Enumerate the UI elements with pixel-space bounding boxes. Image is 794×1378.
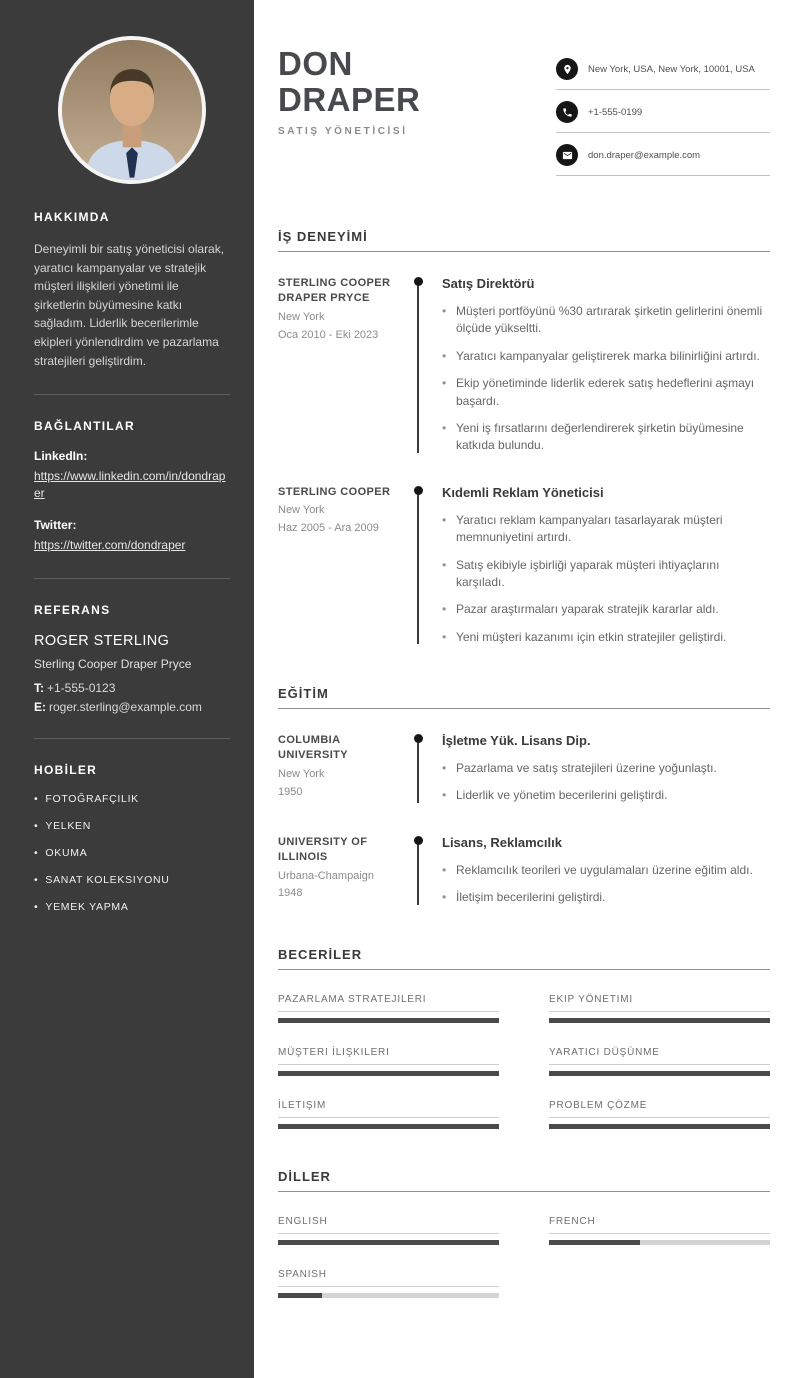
email-icon [556, 144, 578, 166]
language-bar [278, 1240, 499, 1245]
sidebar-divider [34, 738, 230, 739]
experience-entry [278, 276, 770, 455]
education-body [278, 709, 770, 907]
main-content [254, 0, 794, 1378]
bullet: • Liderlik ve yönetim becerilerini geliştirdi. [442, 787, 770, 804]
company-name: STERLING COOPER [278, 485, 391, 498]
skill-bar [278, 1071, 499, 1076]
linkedin-link[interactable]: https://www.linkedin.com/in/dondraper [34, 469, 226, 500]
skills-section [278, 947, 770, 1129]
phone-icon [556, 101, 578, 123]
company-location: New York [278, 504, 325, 517]
skill-bar-fill [549, 1124, 770, 1129]
phone-value: +1-555-0123 [47, 680, 116, 695]
location-icon [556, 58, 578, 80]
skill-label: PROBLEM ÇÖZME [549, 1100, 770, 1118]
language-label: ENGLISH [278, 1216, 499, 1234]
last-name: DRAPER [278, 80, 421, 118]
contact-row-phone [556, 101, 770, 133]
employment-dates: Oca 2010 - Eki 2023 [278, 328, 379, 341]
contact-email: don.draper@example.com [588, 149, 701, 161]
school-name: COLUMBIA UNIVERSITY [278, 734, 349, 762]
hobby-item: • OKUMA [34, 847, 230, 859]
bullet: • Yaratıcı reklam kampanyaları tasarlayarak müşteri memnuniyetini artırdı. [442, 512, 770, 547]
hobbies-section [34, 763, 230, 913]
about-section [34, 210, 230, 370]
language-item [278, 1269, 499, 1298]
bullet: • Pazar araştırmaları yaparak stratejik kararlar aldı. [442, 601, 770, 618]
contact-row-email [556, 144, 770, 176]
about-text: Deneyimli bir satış yöneticisi olarak, yaratıcı kampanyalar ve stratejik müşteri ilişkileri yönetimi ile şirketlerin büyümesine katkı sağladım. Liderlik becerilerimle ekipleri yönlendirdim ve pazarlama stratejileri geliştirdim. [34, 242, 225, 368]
school-location: Urbana-Champaign [278, 869, 374, 882]
job-title: SATIŞ YÖNETİCİSİ [278, 126, 408, 138]
company-name: STERLING COOPER DRAPER PRYCE [278, 277, 391, 305]
education-entry [278, 733, 770, 805]
contact-address: New York, USA, New York, 10001, USA [588, 63, 755, 75]
language-bar [549, 1240, 770, 1245]
skill-bar [278, 1018, 499, 1023]
language-bar [278, 1293, 499, 1298]
email-label: E: [34, 699, 46, 714]
role-bullets [442, 512, 770, 646]
languages-section [278, 1169, 770, 1298]
bullet: • Satış ekibiyle işbirliği yaparak müşteri ihtiyaçlarını karşıladı. [442, 557, 770, 592]
language-bar-fill [278, 1293, 322, 1298]
role-title: Satış Direktörü [442, 276, 535, 291]
skill-bar-fill [549, 1071, 770, 1076]
entry-details [416, 276, 770, 455]
profile-photo [58, 36, 206, 184]
linkedin-item [34, 449, 230, 502]
skill-item [549, 1100, 770, 1129]
skill-bar-fill [278, 1018, 499, 1023]
experience-body [278, 252, 770, 646]
entry-meta [278, 276, 416, 455]
entry-meta [278, 733, 416, 805]
links-section [34, 419, 230, 553]
graduation-year: 1948 [278, 887, 303, 900]
bullet: • Yeni iş fırsatlarını değerlendirerek şirketin büyümesine katkıda bulundu. [442, 420, 770, 455]
bullet: • Yaratıcı kampanyalar geliştirerek marka bilinirliğini artırdı. [442, 348, 770, 365]
languages-grid [278, 1192, 770, 1298]
contact-row-location [556, 58, 770, 90]
reference-email [34, 700, 230, 714]
degree-bullets [442, 862, 770, 907]
contact-phone: +1-555-0199 [588, 106, 643, 118]
email-value: roger.sterling@example.com [49, 699, 202, 714]
entry-details [416, 485, 770, 646]
twitter-item [34, 518, 230, 554]
experience-title: İŞ DENEYİMİ [278, 229, 770, 252]
graduation-year: 1950 [278, 785, 303, 798]
profile-photo-illustration [62, 40, 202, 180]
reference-company: Sterling Cooper Draper Pryce [34, 656, 192, 671]
about-title: HAKKIMDA [34, 210, 110, 224]
hobby-item: • SANAT KOLEKSIYONU [34, 874, 230, 886]
skill-bar [549, 1018, 770, 1023]
hobby-item: • FOTOĞRAFÇILIK [34, 793, 230, 805]
education-section [278, 686, 770, 907]
links-title: BAĞLANTILAR [34, 419, 135, 434]
bullet: • Yeni müşteri kazanımı için etkin stratejiler geliştirdi. [442, 629, 770, 646]
header [278, 46, 770, 187]
sidebar [0, 0, 254, 1378]
skill-label: EKIP YÖNETIMI [549, 994, 770, 1012]
name-block [278, 46, 420, 137]
language-item [549, 1216, 770, 1245]
experience-entry [278, 485, 770, 646]
degree-title: Lisans, Reklamcılık [442, 834, 562, 850]
languages-title: DİLLER [278, 1169, 770, 1192]
skill-bar [278, 1124, 499, 1129]
skills-title: BECERİLER [278, 947, 770, 970]
skill-bar [549, 1124, 770, 1129]
skill-item [549, 994, 770, 1023]
school-location: New York [278, 767, 325, 780]
entry-details [416, 835, 770, 907]
bullet: • Reklamcılık teorileri ve uygulamaları üzerine eğitim aldı. [442, 862, 770, 879]
linkedin-label: LinkedIn: [34, 449, 88, 464]
role-title: Kıdemli Reklam Yöneticisi [442, 484, 604, 500]
phone-label: T: [34, 680, 44, 695]
bullet: • Müşteri portföyünü %30 artırarak şirketin gelirlerini önemli ölçüde yükseltti. [442, 303, 770, 338]
twitter-label: Twitter: [34, 517, 77, 532]
language-item [278, 1216, 499, 1245]
skill-label: PAZARLAMA STRATEJILERI [278, 994, 499, 1012]
language-bar-fill [278, 1240, 499, 1245]
skill-item [278, 1100, 499, 1129]
skill-bar-fill [278, 1124, 499, 1129]
contact-block [556, 58, 770, 187]
skills-grid [278, 970, 770, 1129]
role-bullets [442, 303, 770, 455]
reference-phone [34, 681, 230, 695]
school-name: UNIVERSITY OF ILLINOIS [278, 835, 368, 864]
first-name: DON [278, 45, 353, 82]
skill-bar [549, 1071, 770, 1076]
entry-details [416, 733, 770, 805]
sidebar-divider [34, 394, 230, 395]
entry-meta [278, 485, 416, 646]
skill-item [278, 994, 499, 1023]
bullet: • Ekip yönetiminde liderlik ederek satış hedeflerini aşmayı başardı. [442, 375, 770, 410]
language-bar-fill [549, 1240, 640, 1245]
reference-name: ROGER STERLING [34, 632, 170, 649]
bullet: • İletişim becerilerini geliştirdi. [442, 889, 770, 906]
hobby-item: • YEMEK YAPMA [34, 901, 230, 913]
hobby-item: • YELKEN [34, 820, 230, 832]
skill-item [549, 1047, 770, 1076]
degree-title: İşletme Yük. Lisans Dip. [442, 733, 591, 749]
skill-label: MÜŞTERI İLIŞKILERI [278, 1047, 499, 1065]
education-title: EĞİTİM [278, 686, 770, 709]
skill-item [278, 1047, 499, 1076]
education-entry [278, 835, 770, 907]
hobby-list [34, 793, 230, 913]
hobbies-title: HOBİLER [34, 762, 98, 777]
experience-section [278, 229, 770, 646]
skill-bar-fill [278, 1071, 499, 1076]
employment-dates: Haz 2005 - Ara 2009 [278, 521, 379, 534]
bullet: • Pazarlama ve satış stratejileri üzerine yoğunlaştı. [442, 760, 770, 777]
skill-label: İLETIŞIM [278, 1100, 499, 1118]
degree-bullets [442, 760, 770, 805]
language-label: FRENCH [549, 1216, 770, 1234]
language-label: SPANISH [278, 1269, 499, 1287]
reference-section [34, 603, 230, 714]
twitter-link[interactable]: https://twitter.com/dondraper [34, 537, 186, 552]
skill-label: YARATICI DÜŞÜNME [549, 1047, 770, 1065]
skill-bar-fill [549, 1018, 770, 1023]
company-location: New York [278, 310, 325, 323]
entry-meta [278, 835, 416, 907]
reference-title: REFERANS [34, 602, 111, 617]
sidebar-divider [34, 578, 230, 579]
